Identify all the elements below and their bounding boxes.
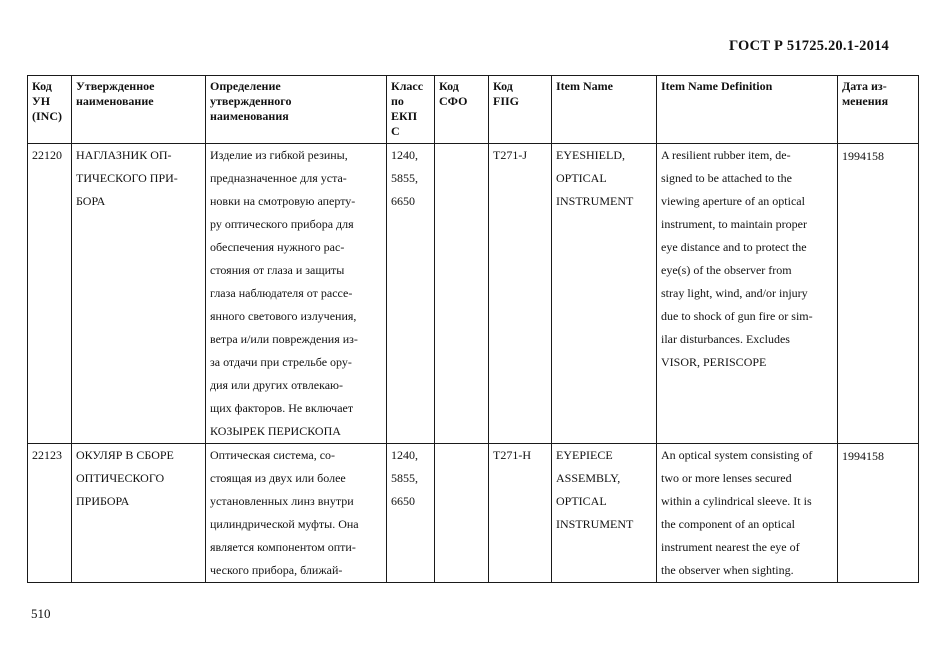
item-definition-cell-line: due to shock of gun fire or sim- <box>661 309 813 323</box>
definition-cell <box>206 144 387 444</box>
column-header-line: наименования <box>210 109 289 123</box>
column-header-line: Код <box>32 79 52 93</box>
item-name-cell-line: EYEPIECE <box>556 448 613 462</box>
inc-code-cell-text: 22123 <box>32 448 62 462</box>
table-row <box>28 144 919 444</box>
fiig-code-cell-text: T271-H <box>493 448 531 462</box>
sfo-code-cell <box>435 444 489 583</box>
column-header-date <box>838 76 919 144</box>
table-row <box>28 444 919 583</box>
column-header-line: Item Name <box>556 79 613 93</box>
table-body <box>28 144 919 583</box>
approved-name-cell <box>72 444 206 583</box>
column-header-line: Код <box>493 79 513 93</box>
item-definition-cell-line: viewing aperture of an optical <box>661 194 805 208</box>
column-header-definition <box>206 76 387 144</box>
class-cell <box>387 444 435 583</box>
definition-cell-line: ветра и/или повреждения из- <box>210 332 358 346</box>
class-cell-line: 1240, <box>391 448 418 462</box>
column-header-line: наименование <box>76 94 154 108</box>
approved-name-cell-line: ПРИБОРА <box>76 494 130 508</box>
item-definition-cell-line: the observer when sighting. <box>661 563 794 577</box>
item-name-cell-line: OPTICAL <box>556 171 607 185</box>
column-header-line: С <box>391 124 400 138</box>
column-header-code <box>28 76 72 144</box>
definition-cell-line: ческого прибора, ближай- <box>210 563 343 577</box>
definition-cell-line: янного светового излучения, <box>210 309 357 323</box>
item-definition-cell-line: within a cylindrical sleeve. It is <box>661 494 812 508</box>
inc-code-cell-text: 22120 <box>32 148 62 162</box>
column-header-line: FIIG <box>493 94 520 108</box>
item-definition-cell-line: instrument, to maintain proper <box>661 217 807 231</box>
inc-code-cell <box>28 144 72 444</box>
column-header-line: Класс <box>391 79 424 93</box>
class-cell <box>387 144 435 444</box>
column-header-class <box>387 76 435 144</box>
column-header-line: Дата из- <box>842 79 887 93</box>
column-header-line: Определение <box>210 79 281 93</box>
standard-designation: ГОСТ Р 51725.20.1-2014 <box>728 38 889 54</box>
item-name-cell <box>552 144 657 444</box>
item-definition-cell <box>657 144 838 444</box>
catalog-table <box>27 75 919 583</box>
approved-name-cell <box>72 144 206 444</box>
fiig-code-cell-text: T271-J <box>493 148 527 162</box>
definition-cell-line: установленных линз внутри <box>210 494 354 508</box>
approved-name-cell-line: ОПТИЧЕСКОГО <box>76 471 165 485</box>
item-definition-cell-line: the component of an optical <box>661 517 795 531</box>
column-header-fiig <box>489 76 552 144</box>
page-number: 510 <box>31 606 51 621</box>
approved-name-cell-line: ТИЧЕСКОГО ПРИ- <box>76 171 178 185</box>
table-header-row <box>28 76 919 144</box>
column-header-item-name <box>552 76 657 144</box>
change-date-cell-text: 1994158 <box>842 149 884 163</box>
item-definition-cell-line: signed to be attached to the <box>661 171 792 185</box>
change-date-cell <box>838 444 919 583</box>
definition-cell-line: за отдачи при стрельбе ору- <box>210 355 352 369</box>
definition-cell <box>206 444 387 583</box>
definition-cell-line: Изделие из гибкой резины, <box>210 148 348 162</box>
inc-code-cell <box>28 444 72 583</box>
fiig-code-cell <box>489 144 552 444</box>
column-header-line: ЕКП <box>391 109 418 123</box>
item-definition-cell-line: stray light, wind, and/or injury <box>661 286 808 300</box>
definition-cell-line: ру оптического прибора для <box>210 217 354 231</box>
definition-cell-line: предназначенное для уста- <box>210 171 347 185</box>
definition-cell-line: обеспечения нужного рас- <box>210 240 345 254</box>
class-cell-line: 5855, <box>391 171 418 185</box>
item-definition-cell-line: An optical system consisting of <box>661 448 813 462</box>
item-definition-cell <box>657 444 838 583</box>
item-definition-cell-line: eye(s) of the observer from <box>661 263 792 277</box>
item-definition-cell-line: eye distance and to protect the <box>661 240 807 254</box>
column-header-line: Item Name Definition <box>661 79 773 93</box>
change-date-cell <box>838 144 919 444</box>
column-header-line: менения <box>842 94 889 108</box>
definition-cell-line: КОЗЫРЕК ПЕРИСКОПА <box>210 424 341 438</box>
definition-cell-line: новки на смотровую аперту- <box>210 194 356 208</box>
item-name-cell <box>552 444 657 583</box>
definition-cell-line: является компонентом опти- <box>210 540 356 554</box>
definition-cell-line: стоящая из двух или более <box>210 471 346 485</box>
column-header-line: по <box>391 94 404 108</box>
item-definition-cell-line: instrument nearest the eye of <box>661 540 800 554</box>
column-header-line: утвержденного <box>210 94 292 108</box>
sfo-code-cell <box>435 144 489 444</box>
column-header-line: Код <box>439 79 459 93</box>
definition-cell-line: дия или других отвлекаю- <box>210 378 344 392</box>
approved-name-cell-line: БОРА <box>76 194 106 208</box>
item-name-cell-line: EYESHIELD, <box>556 148 625 162</box>
definition-cell-line: Оптическая система, со- <box>210 448 336 462</box>
column-header-line: СФО <box>439 94 468 108</box>
definition-cell-line: щих факторов. Не включает <box>210 401 354 415</box>
definition-cell-line: цилиндрической муфты. Она <box>210 517 359 531</box>
class-cell-line: 5855, <box>391 471 418 485</box>
fiig-code-cell <box>489 444 552 583</box>
class-cell-line: 6650 <box>391 494 415 508</box>
item-definition-cell-line: VISOR, PERISCOPE <box>661 355 767 369</box>
column-header-name <box>72 76 206 144</box>
item-name-cell-line: INSTRUMENT <box>556 194 634 208</box>
column-header-line: (INC) <box>32 109 62 123</box>
item-name-cell-line: OPTICAL <box>556 494 607 508</box>
column-header-line: УН <box>32 94 51 108</box>
item-definition-cell-line: ilar disturbances. Excludes <box>661 332 790 346</box>
item-definition-cell-line: A resilient rubber item, de- <box>661 148 791 162</box>
approved-name-cell-line: НАГЛАЗНИК ОП- <box>76 148 172 162</box>
column-header-line: Утвержденное <box>76 79 155 93</box>
item-name-cell-line: INSTRUMENT <box>556 517 634 531</box>
approved-name-cell-line: ОКУЛЯР В СБОРЕ <box>76 448 174 462</box>
item-definition-cell-line: two or more lenses secured <box>661 471 792 485</box>
item-name-cell-line: ASSEMBLY, <box>556 471 621 485</box>
change-date-cell-text: 1994158 <box>842 449 884 463</box>
definition-cell-line: глаза наблюдателя от рассе- <box>210 286 353 300</box>
class-cell-line: 6650 <box>391 194 415 208</box>
column-header-item-definition <box>657 76 838 144</box>
column-header-sfo <box>435 76 489 144</box>
definition-cell-line: стояния от глаза и защиты <box>210 263 345 277</box>
class-cell-line: 1240, <box>391 148 418 162</box>
